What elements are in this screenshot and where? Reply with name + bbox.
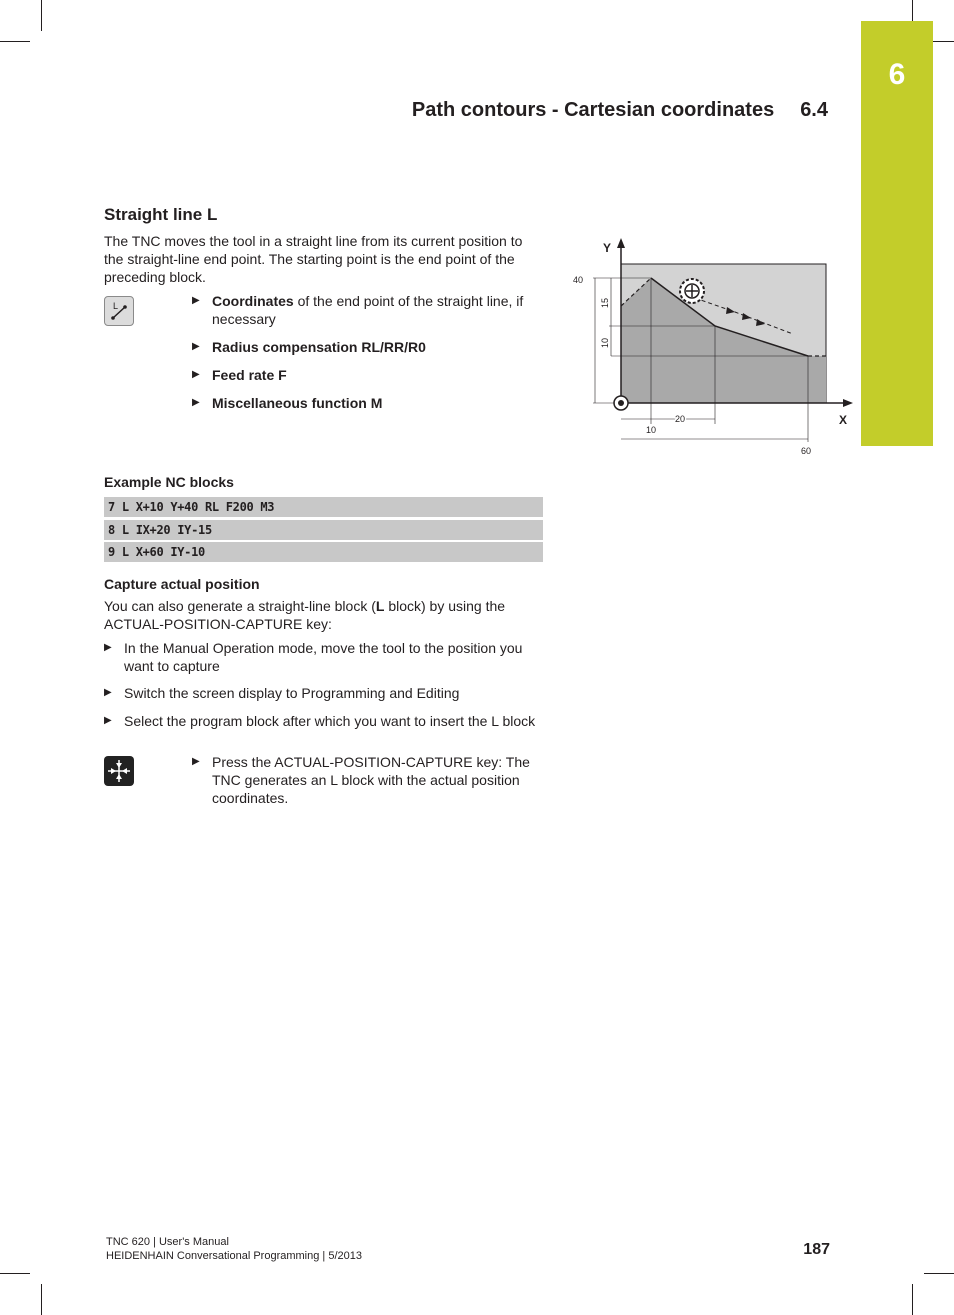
triangle-bullet-icon: ▶ xyxy=(192,369,200,380)
dim-label-x60: 60 xyxy=(801,446,812,456)
crop-mark xyxy=(924,1273,954,1274)
straight-line-figure xyxy=(565,236,855,466)
triangle-bullet-icon: ▶ xyxy=(192,341,200,352)
section-title: Straight line L xyxy=(104,205,218,224)
x-axis-arrow-icon xyxy=(843,399,853,407)
triangle-bullet-icon: ▶ xyxy=(192,295,200,306)
key-l-letter: L xyxy=(113,301,119,311)
capture-steps-list xyxy=(104,639,536,730)
capture-key-list xyxy=(192,753,542,807)
footer-line-1: TNC 620 | User's Manual xyxy=(106,1236,229,1248)
dim-label-x10: 10 xyxy=(646,425,657,435)
parameter-list xyxy=(192,292,542,412)
y-axis-label: Y xyxy=(603,241,612,255)
nc-block-row: 9 L X+60 IY-10 xyxy=(104,542,543,562)
origin-datum-icon xyxy=(614,396,628,410)
page-number: 187 xyxy=(803,1241,830,1258)
footer xyxy=(106,1235,362,1263)
running-header xyxy=(380,99,828,122)
running-title: Path contours - Cartesian coordinates xyxy=(411,99,775,121)
capture-intro: You can also generate a straight-line block (L block) by using the ACTUAL-POSITION-CAPTURE key: xyxy=(104,598,506,632)
crop-mark xyxy=(912,1284,913,1315)
triangle-bullet-icon: ▶ xyxy=(192,756,200,767)
list-item: ▶ Miscellaneous function M xyxy=(192,395,383,411)
footer-line-2: HEIDENHAIN Conversational Programming | 5/2013 xyxy=(106,1250,362,1262)
list-item: ▶ Select the program block after which you want to insert the L block xyxy=(104,713,536,729)
x-axis-label: X xyxy=(839,413,848,427)
capture-heading: Capture actual position xyxy=(104,576,260,592)
dim-label-y15: 15 xyxy=(600,297,610,308)
list-item: ▶ Coordinates of the end point of the straight line, if necessary xyxy=(192,293,524,327)
crop-mark xyxy=(41,0,42,31)
list-item: ▶ In the Manual Operation mode, move the tool to the position you want to capture xyxy=(104,640,523,674)
list-item: ▶ Switch the screen display to Programming and Editing xyxy=(104,685,460,701)
list-item: ▶ Press the ACTUAL-POSITION-CAPTURE key: The TNC generates an L block with the actual position coordinates. xyxy=(192,754,530,806)
dim-label-y40: 40 xyxy=(573,275,584,285)
list-item: ▶ Radius compensation RL/RR/R0 xyxy=(192,339,426,355)
dim-label-x20: 20 xyxy=(675,414,686,424)
section-number: 6.4 xyxy=(800,99,828,121)
example-heading: Example NC blocks xyxy=(104,474,234,490)
list-item: ▶ Feed rate F xyxy=(192,367,287,383)
crop-mark xyxy=(0,1273,30,1274)
milling-tool-icon xyxy=(680,279,704,303)
y-axis-arrow-icon xyxy=(617,238,625,248)
dim-label-y10: 10 xyxy=(600,337,610,348)
straight-line-key-icon xyxy=(104,296,134,326)
triangle-bullet-icon: ▶ xyxy=(104,687,112,698)
crop-mark xyxy=(41,1284,42,1315)
nc-block-row: 7 L X+10 Y+40 RL F200 M3 xyxy=(104,497,543,517)
intro-paragraph: The TNC moves the tool in a straight line from its current position to the straight-line end point. The starting point is the end point of the preceding block. xyxy=(104,233,523,285)
nc-block-row: 8 L IX+20 IY-15 xyxy=(104,520,543,540)
crop-mark xyxy=(0,41,30,42)
triangle-bullet-icon: ▶ xyxy=(104,715,112,726)
actual-position-capture-key-icon xyxy=(104,756,134,786)
chapter-number: 6 xyxy=(888,58,906,91)
triangle-bullet-icon: ▶ xyxy=(192,397,200,408)
triangle-bullet-icon: ▶ xyxy=(104,642,112,653)
